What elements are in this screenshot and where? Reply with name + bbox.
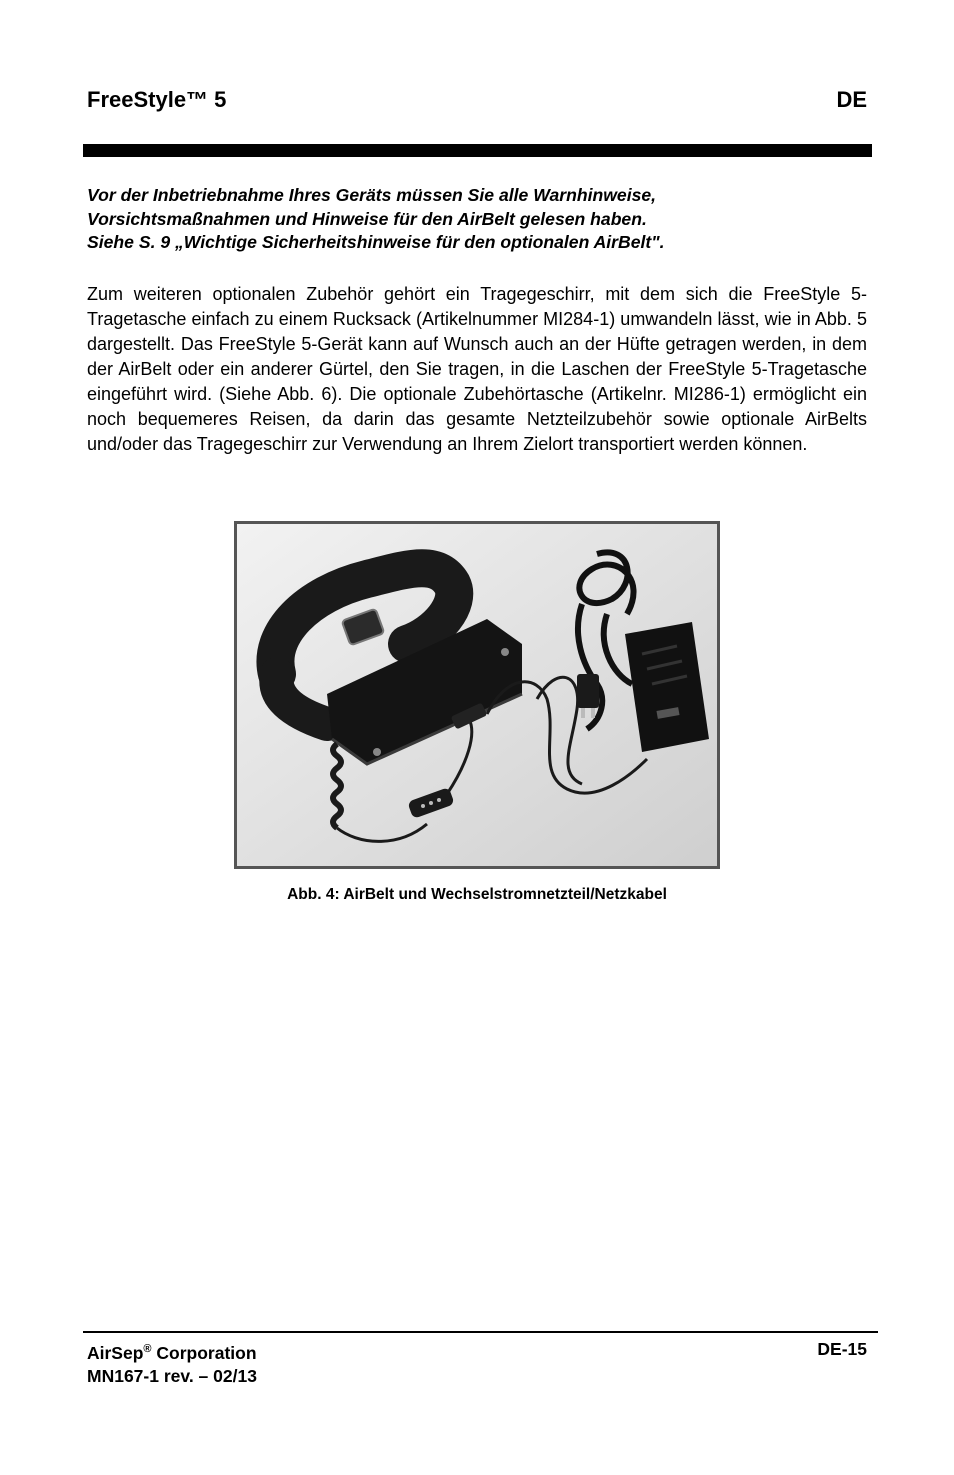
page-header (87, 87, 867, 119)
language-code: DE (836, 87, 867, 112)
document-title: FreeStyle™ 5 (87, 87, 227, 112)
footer-rule (83, 1331, 878, 1333)
company-name: AirSep® Corporation (87, 1342, 257, 1363)
airbelt-adapter-illustration (237, 524, 717, 866)
figure-caption: Abb. 4: AirBelt und Wechselstromnetzteil/Netzkabel (287, 886, 667, 903)
warning-notice (87, 184, 867, 255)
warning-line: Vorsichtsmaßnahmen und Hinweise für den AirBelt gelesen haben. (87, 208, 647, 229)
document-revision: MN167-1 rev. – 02/13 (87, 1365, 257, 1386)
header-rule (83, 144, 872, 157)
airbelt-photo (234, 521, 720, 869)
page-number: DE-15 (817, 1339, 867, 1359)
body-paragraph: Zum weiteren optionalen Zubehör gehört ein Tragegeschirr, mit dem sich die FreeStyle 5-Tragetasche einfach zu einem Rucksack (Artikelnummer MI284-1) umwandeln lässt, wie in Abb. 5 dargestellt. Das FreeStyle 5-Gerät kann auf Wunsch auch an der Hüfte getragen werden, in dem der AirBelt oder ein anderer Gürtel, den Sie tragen, in die Laschen der FreeStyle 5-Tragetasche eingeführt wird. (Siehe Abb. 6). Die optionale Zubehörtasche (Artikelnr. MI286-1) ermöglicht ein noch bequemeres Reisen, da darin das gesamte Netzteilzubehör sowie optionale AirBelts und/oder das Tragegeschirr zur Verwendung an Ihrem Zielort transportiert werden können. (87, 284, 867, 454)
warning-line: Siehe S. 9 „Wichtige Sicherheitshinweise für den optionalen AirBelt". (87, 232, 665, 252)
footer-left (87, 1338, 257, 1388)
registered-mark: ® (143, 1343, 152, 1355)
warning-line: Vor der Inbetriebnahme Ihres Geräts müssen Sie alle Warnhinweise, (87, 185, 657, 205)
